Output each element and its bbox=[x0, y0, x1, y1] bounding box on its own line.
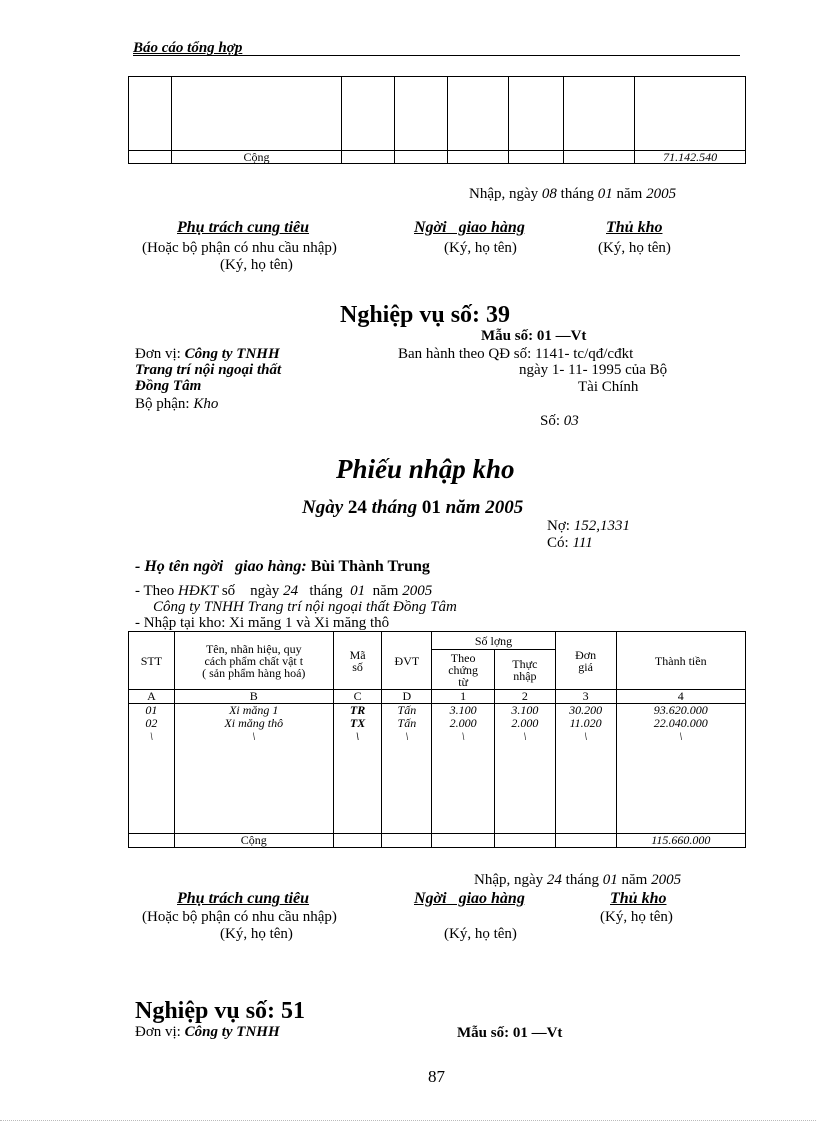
code-cell: A bbox=[129, 690, 175, 704]
signature-1-title-storekeeper: Thủ kho bbox=[606, 219, 663, 236]
signature-1-sub-purchasing: (Hoặc bộ phận có nhu cầu nhập) bbox=[142, 240, 337, 256]
item-amount-cell: 93.620.000 22.040.000 \ bbox=[616, 704, 745, 834]
code-cell: 1 bbox=[432, 690, 495, 704]
department: Bộ phận: Kho bbox=[135, 396, 219, 412]
item-price-cell: 30.200 11.020 \ bbox=[555, 704, 616, 834]
signature-1-sign-storekeeper: (Ký, họ tên) bbox=[598, 240, 671, 256]
receipt-total-value: 115.660.000 bbox=[616, 834, 745, 848]
col-price-header: Đơn giá bbox=[555, 632, 616, 690]
unit-line-2: Trang trí nội ngoại thất bbox=[135, 362, 282, 378]
col-stt-header: STT bbox=[129, 632, 175, 690]
col-code-header: Mã số bbox=[333, 632, 382, 690]
signature-1-sign-purchasing: (Ký, họ tên) bbox=[220, 257, 293, 273]
page-number: 87 bbox=[428, 1067, 445, 1086]
item-name-cell: Xi măng 1 Xi măng thô \ bbox=[174, 704, 333, 834]
col-doc-qty-header: Theo chứng từ bbox=[432, 650, 495, 690]
col-name-header: Tên, nhãn hiệu, quy cách phẩm chất vật t ( sản phẩm hàng hoá) bbox=[174, 632, 333, 690]
unit-line-3: Đồng Tâm bbox=[135, 378, 202, 394]
section-51-form-code: Mẫu số: 01 —Vt bbox=[457, 1025, 563, 1041]
section-51-heading: Nghiệp vụ số: 51 bbox=[135, 998, 306, 1024]
top-table-total-label: Cộng bbox=[171, 151, 341, 164]
signature-2-sign-purchasing: (Ký, họ tên) bbox=[220, 926, 293, 942]
import-date-2: Nhập, ngày 24 tháng 01 năm 2005 bbox=[474, 872, 682, 888]
report-header: Báo cáo tổng hợp bbox=[133, 40, 243, 56]
import-date-1: Nhập, ngày 08 tháng 01 năm 2005 bbox=[469, 186, 677, 202]
credit-account: Có: 111 bbox=[547, 535, 593, 551]
header-rule bbox=[133, 55, 740, 56]
signature-2-title-deliverer: Ngời giao hàng bbox=[414, 890, 525, 907]
code-cell: 2 bbox=[495, 690, 556, 704]
signature-2-title-purchasing: Phụ trách cung tiêu bbox=[177, 890, 310, 907]
signature-2-title-storekeeper: Thủ kho bbox=[610, 890, 667, 907]
stt-cell: 01 02 \ bbox=[129, 704, 175, 834]
item-unit-cell: Tấn Tấn \ bbox=[382, 704, 432, 834]
receipt-table bbox=[128, 631, 746, 848]
debit-account: Nợ: 152,1331 bbox=[547, 518, 630, 534]
code-cell: C bbox=[333, 690, 382, 704]
code-cell: B bbox=[174, 690, 333, 704]
receipt-total-label: Cộng bbox=[174, 834, 333, 848]
col-amount-header: Thành tiền bbox=[616, 632, 745, 690]
col-unit-header: ĐVT bbox=[382, 632, 432, 690]
signature-2-sign-deliverer: (Ký, họ tên) bbox=[444, 926, 517, 942]
section-51-unit: Đơn vị: Công ty TNHH bbox=[135, 1024, 280, 1040]
issued-by-line-3: Tài Chính bbox=[578, 379, 639, 395]
signature-1-sign-deliverer: (Ký, họ tên) bbox=[444, 240, 517, 256]
contract-company: Công ty TNHH Trang trí nội ngoại thất Đồng Tâm bbox=[153, 599, 457, 615]
form-code: Mẫu số: 01 —Vt bbox=[481, 328, 587, 344]
unit-line-1: Đơn vị: Công ty TNHH bbox=[135, 346, 280, 362]
signature-1-title-deliverer: Ngời giao hàng bbox=[414, 219, 525, 236]
document-number: Số: 03 bbox=[540, 413, 579, 429]
item-doc-qty-cell: 3.100 2.000 \ bbox=[432, 704, 495, 834]
section-39-heading: Nghiệp vụ số: 39 bbox=[340, 302, 511, 328]
contract-line: - Theo HĐKT số ngày 24 tháng 01 năm 2005 bbox=[135, 583, 433, 599]
slip-title: Phiếu nhập kho bbox=[336, 454, 515, 484]
deliverer: - Họ tên ngời giao hàng: Bùi Thành Trung bbox=[135, 558, 430, 575]
issued-by-line-2: ngày 1- 11- 1995 của Bộ bbox=[519, 362, 668, 378]
slip-date: Ngày 24 tháng 01 năm 2005 bbox=[302, 497, 524, 518]
code-cell: D bbox=[382, 690, 432, 704]
issued-by-line-1: Ban hành theo QĐ số: 1141- tc/qđ/cđkt bbox=[398, 346, 634, 362]
item-actual-qty-cell: 3.100 2.000 \ bbox=[495, 704, 556, 834]
page-bottom-border bbox=[0, 1120, 816, 1121]
signature-1-title-purchasing: Phụ trách cung tiêu bbox=[177, 219, 310, 236]
warehouse: - Nhập tại kho: Xi măng 1 và Xi măng thô bbox=[135, 615, 390, 631]
top-table-total-value: 71.142.540 bbox=[635, 151, 746, 164]
signature-2-sign-storekeeper: (Ký, họ tên) bbox=[600, 909, 673, 925]
col-quantity-header: Số lợng bbox=[432, 632, 555, 650]
signature-2-sub-purchasing: (Hoặc bộ phận có nhu cầu nhập) bbox=[142, 909, 337, 925]
item-code-cell: TR TX \ bbox=[333, 704, 382, 834]
col-actual-qty-header: Thực nhập bbox=[495, 650, 556, 690]
code-cell: 4 bbox=[616, 690, 745, 704]
top-table bbox=[128, 76, 746, 164]
code-cell: 3 bbox=[555, 690, 616, 704]
